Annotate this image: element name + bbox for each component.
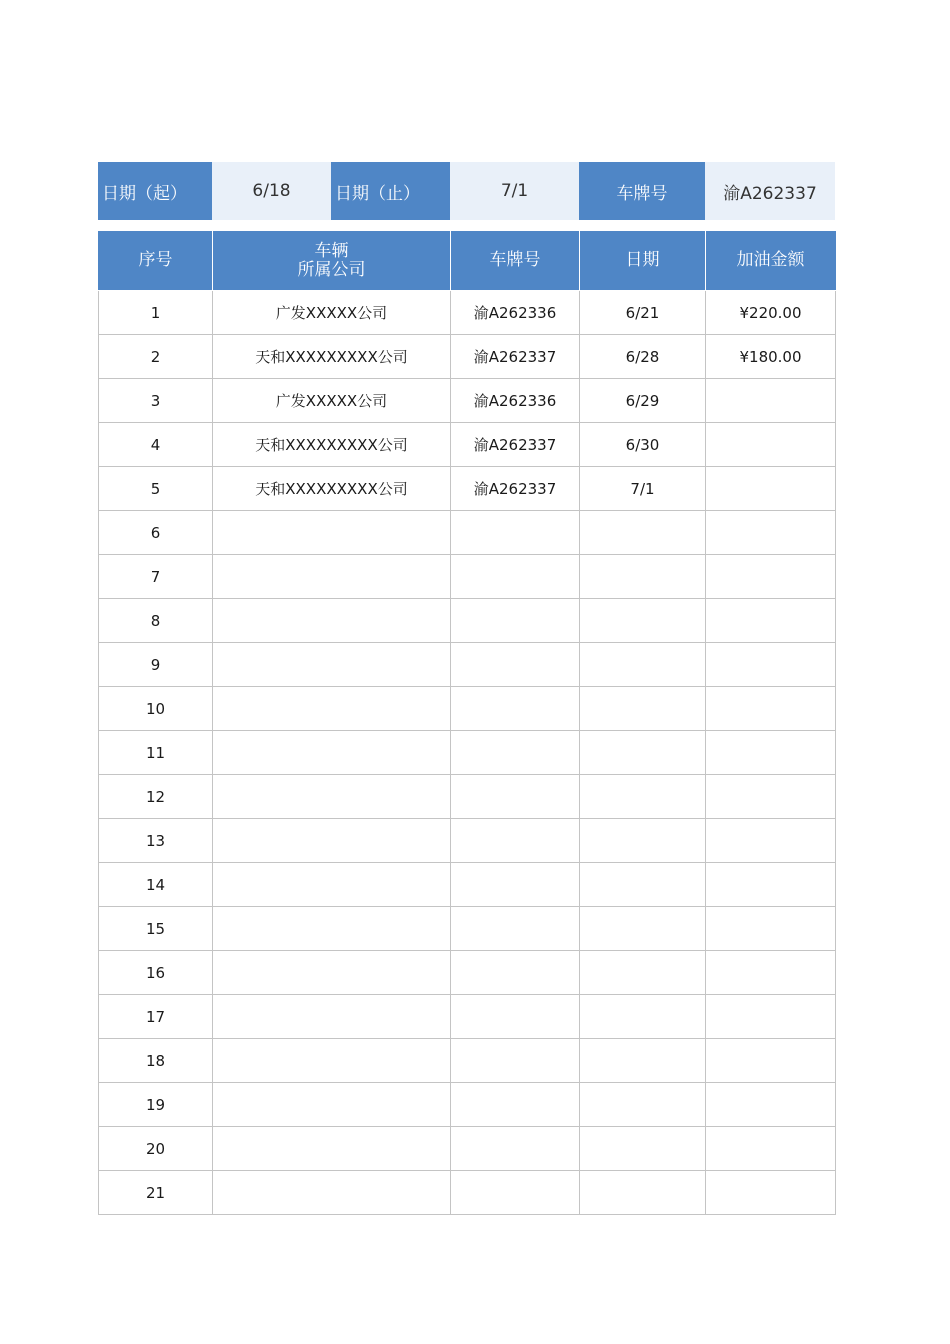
cell-company[interactable] <box>213 863 451 907</box>
filter-bar <box>98 162 835 220</box>
cell-date[interactable] <box>580 951 706 995</box>
cell-plate[interactable]: 渝A262337 <box>451 467 580 511</box>
cell-company[interactable] <box>213 1171 451 1215</box>
cell-plate[interactable]: 渝A262337 <box>451 335 580 379</box>
cell-plate[interactable] <box>451 511 580 555</box>
cell-amount[interactable]: ¥220.00 <box>706 291 836 335</box>
cell-company[interactable] <box>213 1039 451 1083</box>
start-date-value[interactable]: 6/18 <box>212 162 331 220</box>
cell-amount[interactable] <box>706 775 836 819</box>
cell-date[interactable] <box>580 1127 706 1171</box>
table-row <box>99 1039 836 1083</box>
cell-company[interactable] <box>213 731 451 775</box>
table-row <box>99 511 836 555</box>
cell-plate[interactable] <box>451 643 580 687</box>
cell-plate[interactable]: 渝A262336 <box>451 379 580 423</box>
cell-plate[interactable] <box>451 1127 580 1171</box>
cell-amount[interactable] <box>706 1083 836 1127</box>
cell-date[interactable] <box>580 555 706 599</box>
cell-amount[interactable] <box>706 951 836 995</box>
table-row <box>99 335 836 379</box>
cell-seq[interactable]: 3 <box>99 379 213 423</box>
cell-plate[interactable] <box>451 863 580 907</box>
cell-seq[interactable]: 15 <box>99 907 213 951</box>
header-seq: 序号 <box>99 231 213 291</box>
cell-company[interactable] <box>213 643 451 687</box>
cell-amount[interactable] <box>706 907 836 951</box>
cell-date[interactable] <box>580 687 706 731</box>
cell-company[interactable]: 天和XXXXXXXXX公司 <box>213 467 451 511</box>
header-amount: 加油金额 <box>706 231 836 291</box>
table-row <box>99 1171 836 1215</box>
cell-company[interactable] <box>213 555 451 599</box>
header-plate: 车牌号 <box>451 231 580 291</box>
cell-date[interactable] <box>580 643 706 687</box>
cell-seq[interactable]: 6 <box>99 511 213 555</box>
cell-company[interactable] <box>213 1083 451 1127</box>
table-row <box>99 951 836 995</box>
cell-plate[interactable] <box>451 1171 580 1215</box>
cell-date[interactable] <box>580 863 706 907</box>
cell-seq[interactable]: 13 <box>99 819 213 863</box>
cell-plate[interactable] <box>451 819 580 863</box>
cell-amount[interactable] <box>706 819 836 863</box>
cell-amount[interactable] <box>706 599 836 643</box>
cell-company[interactable] <box>213 995 451 1039</box>
cell-company[interactable] <box>213 599 451 643</box>
cell-company[interactable] <box>213 775 451 819</box>
cell-date[interactable]: 6/29 <box>580 379 706 423</box>
cell-date[interactable] <box>580 511 706 555</box>
cell-plate[interactable] <box>451 1083 580 1127</box>
cell-plate[interactable] <box>451 951 580 995</box>
table-body <box>99 291 836 1215</box>
cell-amount[interactable] <box>706 1171 836 1215</box>
cell-date[interactable]: 7/1 <box>580 467 706 511</box>
cell-seq[interactable]: 10 <box>99 687 213 731</box>
cell-plate[interactable] <box>451 687 580 731</box>
fuel-log-table <box>98 231 836 1215</box>
cell-seq[interactable]: 18 <box>99 1039 213 1083</box>
cell-seq[interactable]: 7 <box>99 555 213 599</box>
cell-company[interactable] <box>213 819 451 863</box>
table-row <box>99 423 836 467</box>
cell-plate[interactable] <box>451 775 580 819</box>
cell-amount[interactable] <box>706 379 836 423</box>
table-row <box>99 291 836 335</box>
header-date: 日期 <box>580 231 706 291</box>
cell-seq[interactable]: 12 <box>99 775 213 819</box>
cell-seq[interactable]: 14 <box>99 863 213 907</box>
cell-seq[interactable]: 17 <box>99 995 213 1039</box>
cell-plate[interactable] <box>451 995 580 1039</box>
cell-date[interactable] <box>580 1083 706 1127</box>
cell-plate[interactable] <box>451 1039 580 1083</box>
cell-plate[interactable]: 渝A262337 <box>451 423 580 467</box>
cell-company[interactable] <box>213 687 451 731</box>
end-date-value[interactable]: 7/1 <box>450 162 579 220</box>
cell-date[interactable] <box>580 819 706 863</box>
cell-date[interactable] <box>580 1039 706 1083</box>
cell-company[interactable]: 广发XXXXX公司 <box>213 291 451 335</box>
start-date-label: 日期（起） <box>98 162 212 220</box>
cell-amount[interactable]: ¥180.00 <box>706 335 836 379</box>
cell-seq[interactable]: 21 <box>99 1171 213 1215</box>
cell-date[interactable]: 6/28 <box>580 335 706 379</box>
cell-date[interactable] <box>580 599 706 643</box>
cell-company[interactable] <box>213 907 451 951</box>
cell-amount[interactable] <box>706 423 836 467</box>
fuel-log-sheet <box>98 162 835 1215</box>
cell-seq[interactable]: 9 <box>99 643 213 687</box>
cell-amount[interactable] <box>706 511 836 555</box>
cell-seq[interactable]: 11 <box>99 731 213 775</box>
table-row <box>99 687 836 731</box>
table-row <box>99 1083 836 1127</box>
table-row <box>99 1127 836 1171</box>
header-company: 车辆 所属公司 <box>213 231 451 291</box>
cell-plate[interactable] <box>451 555 580 599</box>
end-date-label: 日期（止） <box>331 162 450 220</box>
table-row <box>99 467 836 511</box>
cell-plate[interactable] <box>451 731 580 775</box>
cell-amount[interactable] <box>706 731 836 775</box>
cell-plate[interactable] <box>451 599 580 643</box>
cell-amount[interactable] <box>706 555 836 599</box>
table-header-row <box>99 231 836 291</box>
cell-amount[interactable] <box>706 995 836 1039</box>
table-row <box>99 643 836 687</box>
cell-company[interactable]: 广发XXXXX公司 <box>213 379 451 423</box>
table-row <box>99 379 836 423</box>
cell-date[interactable] <box>580 731 706 775</box>
cell-seq[interactable]: 20 <box>99 1127 213 1171</box>
table-row <box>99 775 836 819</box>
cell-date[interactable] <box>580 995 706 1039</box>
cell-date[interactable]: 6/21 <box>580 291 706 335</box>
cell-company[interactable]: 天和XXXXXXXXX公司 <box>213 335 451 379</box>
plate-filter-label: 车牌号 <box>579 162 705 220</box>
table-row <box>99 555 836 599</box>
cell-amount[interactable] <box>706 1127 836 1171</box>
cell-amount[interactable] <box>706 1039 836 1083</box>
plate-filter-value[interactable]: 渝A262337 <box>705 162 835 220</box>
cell-date[interactable]: 6/30 <box>580 423 706 467</box>
cell-date[interactable] <box>580 907 706 951</box>
cell-seq[interactable]: 5 <box>99 467 213 511</box>
cell-seq[interactable]: 2 <box>99 335 213 379</box>
cell-company[interactable] <box>213 951 451 995</box>
cell-company[interactable] <box>213 511 451 555</box>
cell-seq[interactable]: 19 <box>99 1083 213 1127</box>
table-row <box>99 995 836 1039</box>
table-row <box>99 863 836 907</box>
cell-seq[interactable]: 1 <box>99 291 213 335</box>
cell-plate[interactable] <box>451 907 580 951</box>
table-row <box>99 819 836 863</box>
table-row <box>99 731 836 775</box>
cell-amount[interactable] <box>706 687 836 731</box>
cell-company[interactable] <box>213 1127 451 1171</box>
cell-seq[interactable]: 8 <box>99 599 213 643</box>
table-row <box>99 599 836 643</box>
cell-date[interactable] <box>580 1171 706 1215</box>
cell-date[interactable] <box>580 775 706 819</box>
cell-amount[interactable] <box>706 467 836 511</box>
cell-amount[interactable] <box>706 863 836 907</box>
cell-company[interactable]: 天和XXXXXXXXX公司 <box>213 423 451 467</box>
cell-plate[interactable]: 渝A262336 <box>451 291 580 335</box>
cell-amount[interactable] <box>706 643 836 687</box>
cell-seq[interactable]: 4 <box>99 423 213 467</box>
table-row <box>99 907 836 951</box>
cell-seq[interactable]: 16 <box>99 951 213 995</box>
